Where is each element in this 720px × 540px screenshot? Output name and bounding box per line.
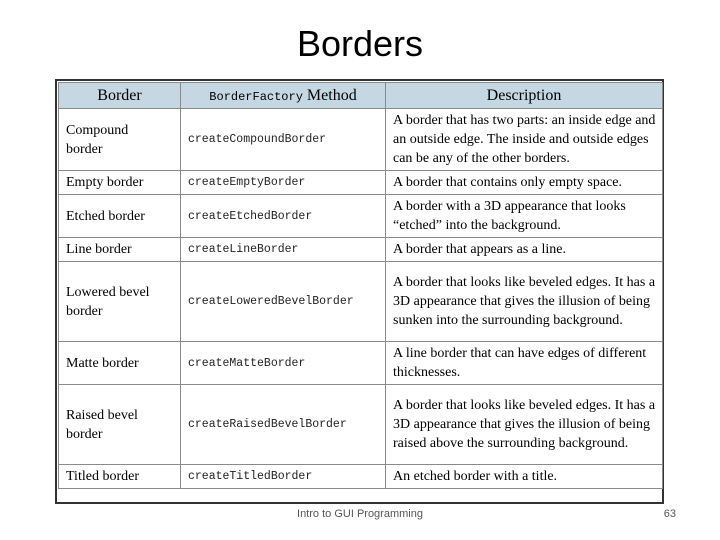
header-method-class: BorderFactory: [209, 89, 303, 104]
method-cell: createCompoundBorder: [181, 109, 386, 171]
method-cell: createEmptyBorder: [181, 171, 386, 195]
method-cell: createMatteBorder: [181, 342, 386, 385]
border-name-cell: Etched border: [59, 195, 181, 238]
table-row: [59, 262, 663, 342]
method-cell: createLoweredBevelBorder: [181, 262, 386, 342]
table-row: [59, 238, 663, 262]
description-cell: A border with a 3D appearance that looks “etched” into the background.: [386, 195, 663, 238]
description-cell: A border that looks like beveled edges. It has a 3D appearance that gives the illusion of being raised above the surrounding background.: [386, 385, 663, 465]
border-name-cell: Line border: [59, 238, 181, 262]
slide-title: Borders: [296, 23, 424, 64]
table-row: [59, 385, 663, 465]
table-row: [59, 171, 663, 195]
description-cell: A line border that can have edges of different thicknesses.: [386, 342, 663, 385]
page-number: 63: [663, 508, 676, 520]
table-header-row: [59, 83, 663, 109]
header-method: [181, 83, 386, 109]
footer-text: Intro to GUI Programming: [297, 508, 423, 520]
header-description: Description: [386, 83, 663, 109]
description-cell: An etched border with a title.: [386, 465, 663, 489]
header-border: Border: [59, 83, 181, 109]
table-row: [59, 195, 663, 238]
table-row: [59, 342, 663, 385]
border-name-cell: Matte border: [59, 342, 181, 385]
description-cell: A border that appears as a line.: [386, 238, 663, 262]
border-name-cell: Lowered bevel border: [59, 262, 181, 342]
table-row: [59, 465, 663, 489]
header-method-word: Method: [302, 86, 357, 104]
border-name-cell: Raised bevel border: [59, 385, 181, 465]
borders-table: [58, 82, 663, 489]
method-cell: createTitledBorder: [181, 465, 386, 489]
border-name-cell: Titled border: [59, 465, 181, 489]
border-name-cell: Compound border: [59, 109, 181, 171]
description-cell: A border that has two parts: an inside edge and an outside edge. The inside and outside edges can be any of the other borders.: [386, 109, 663, 171]
table-row: [59, 109, 663, 171]
border-name-cell: Empty border: [59, 171, 181, 195]
method-cell: createRaisedBevelBorder: [181, 385, 386, 465]
description-cell: A border that looks like beveled edges. It has a 3D appearance that gives the illusion of being sunken into the surrounding background.: [386, 262, 663, 342]
borders-table-frame: [55, 79, 664, 504]
description-cell: A border that contains only empty space.: [386, 171, 663, 195]
method-cell: createEtchedBorder: [181, 195, 386, 238]
method-cell: createLineBorder: [181, 238, 386, 262]
